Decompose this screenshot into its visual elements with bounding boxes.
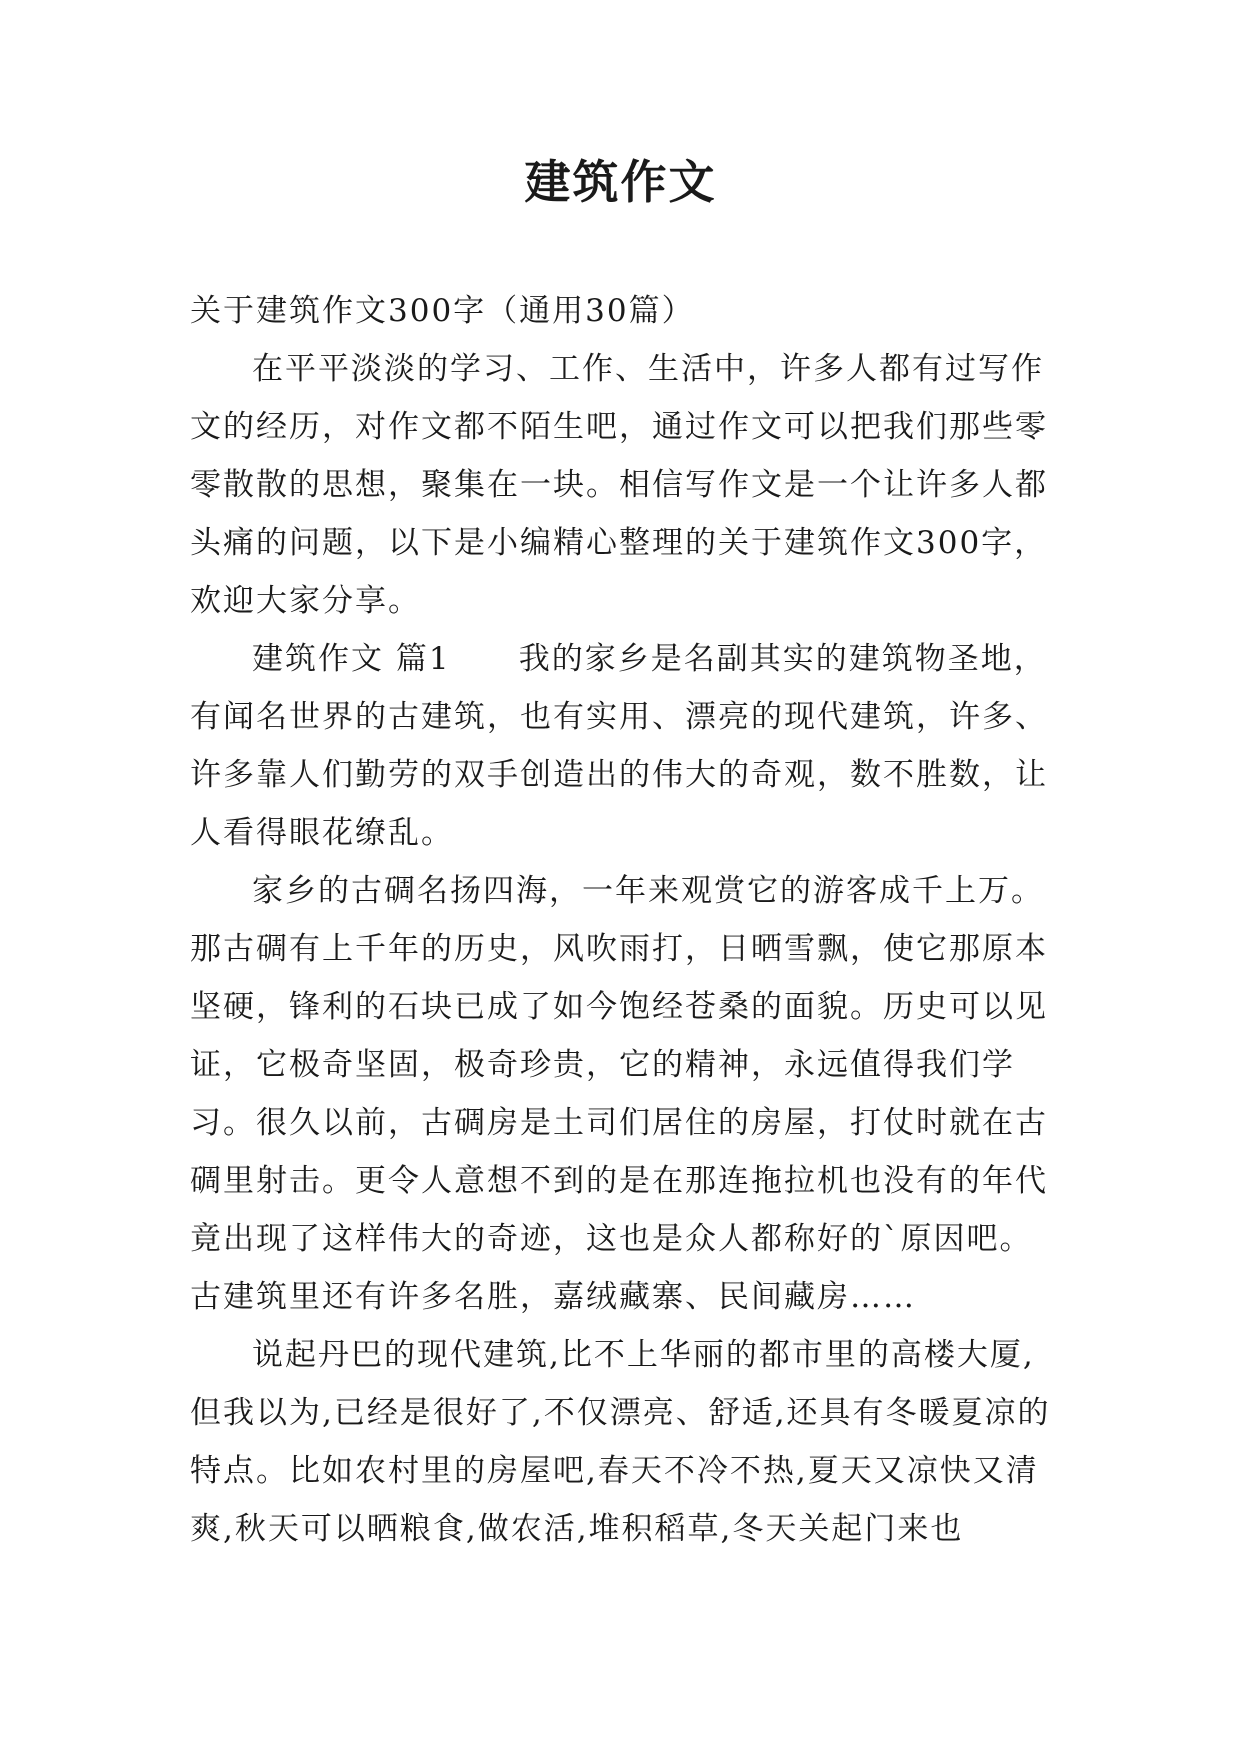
intro-paragraph: 在平平淡淡的学习、工作、生活中，许多人都有过写作文的经历，对作文都不陌生吧，通过作文可以把我们那些零零散散的思想，聚集在一块。相信写作文是一个让许多人都头痛的问题，以下是小编精心整理的关于建筑作文300字，欢迎大家分享。 — [190, 351, 1048, 619]
section-heading: 建筑作文 篇1 — [252, 641, 451, 677]
section-paragraph-1 — [190, 630, 1064, 862]
paragraph-modern-building: 说起丹巴的现代建筑,比不上华丽的都市里的高楼大厦,但我以为,已经是很好了,不仅漂亮、舒适,还具有冬暖夏凉的特点。比如农村里的房屋吧,春天不冷不热,夏天又凉快又清爽,秋天可以晒粮食,做农活,堆积稻草,冬天关起门来也 — [190, 1337, 1051, 1547]
paragraph-ancient-tower: 家乡的古碉名扬四海，一年来观赏它的游客成千上万。那古碉有上千年的历史，风吹雨打，日晒雪飘，使它那原本坚硬，锋利的石块已成了如今饱经苍桑的面貌。历史可以见证，它极奇坚固，极奇珍贵，它的精神，永远值得我们学习。很久以前，古碉房是土司们居住的房屋，打仗时就在古碉里射击。更令人意想不到的是在那连拖拉机也没有的年代竟出现了这样伟大的奇迹，这也是众人都称好的`原因吧。古建筑里还有许多名胜，嘉绒藏寨、民间藏房…… — [190, 873, 1048, 1315]
page-title: 建筑作文 — [524, 155, 717, 209]
section-1-text: 我的家乡是名副其实的建筑物圣地，有闻名世界的古建筑，也有实用、漂亮的现代建筑，许多、许多靠人们勤劳的双手创造出的伟大的奇观，数不胜数，让人看得眼花缭乱。 — [190, 641, 1048, 851]
document-subtitle: 关于建筑作文300字（通用30篇） — [190, 293, 695, 329]
document-body — [190, 282, 1064, 1558]
